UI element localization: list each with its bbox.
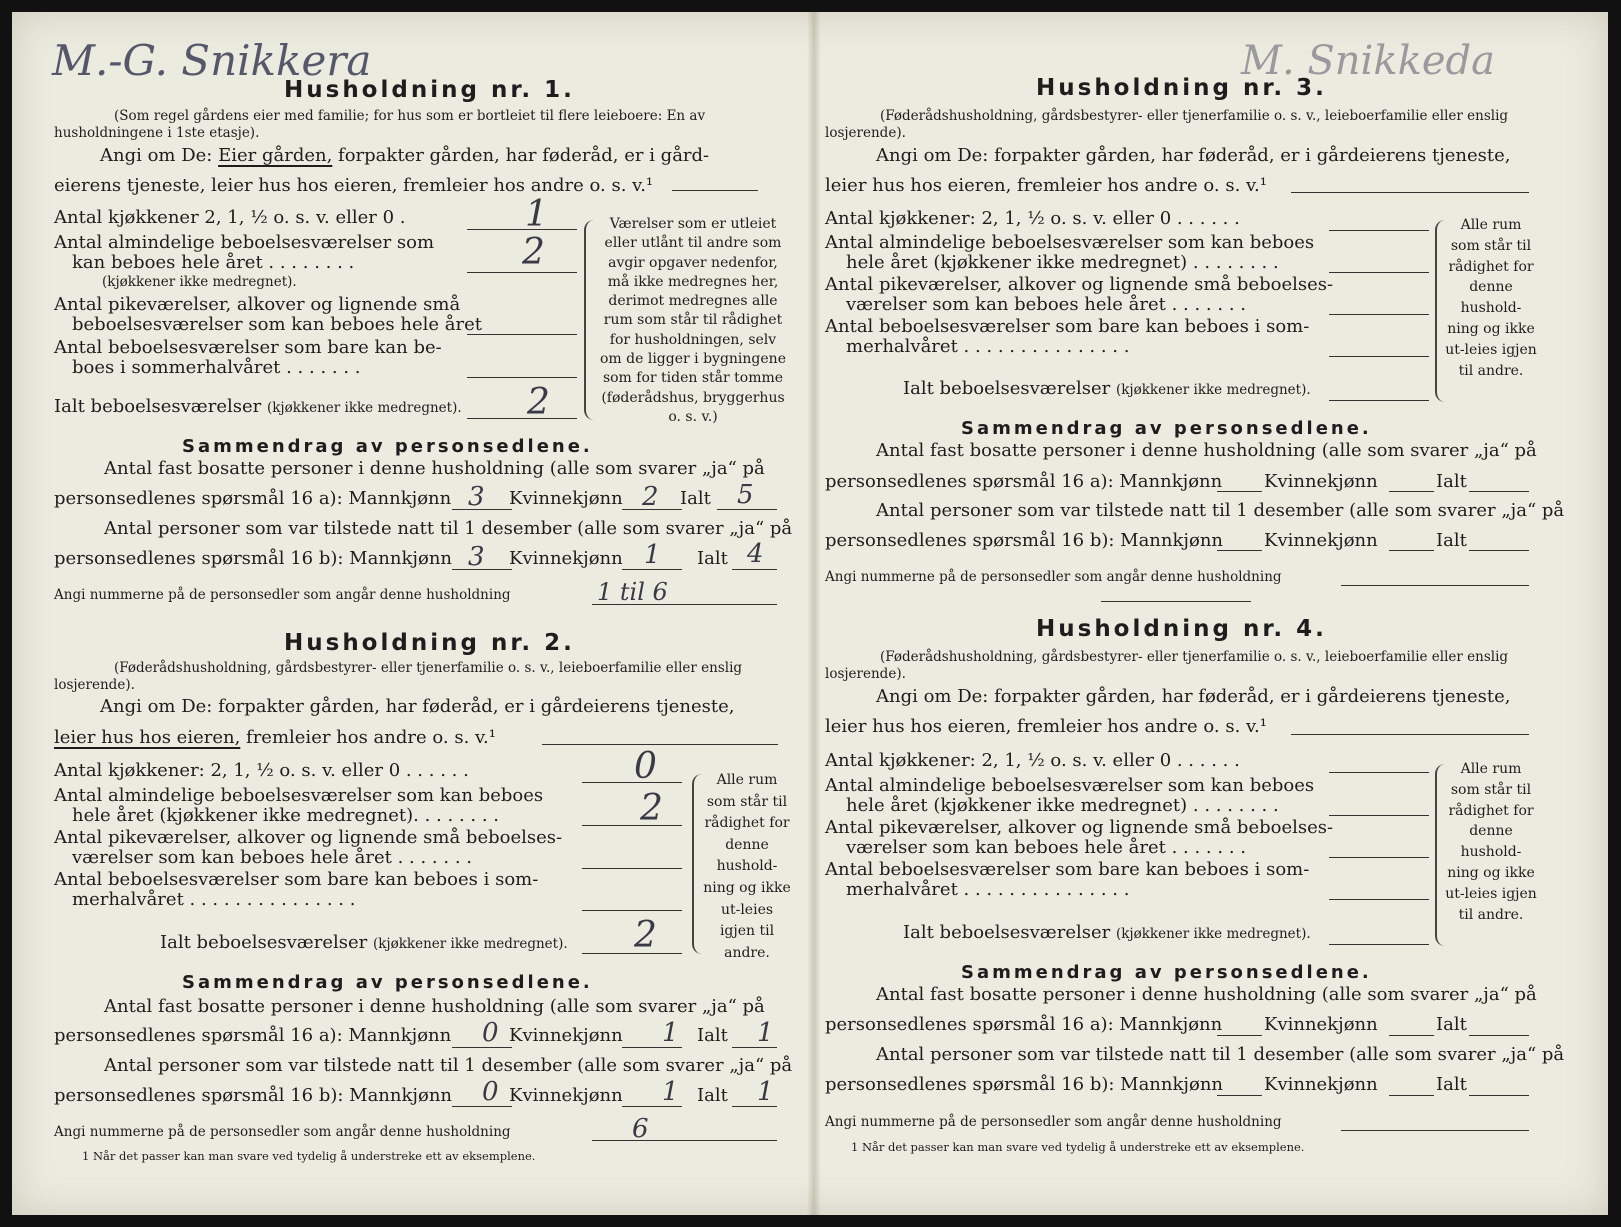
h1-ialt-a: Ialt xyxy=(680,488,711,509)
h1-title: Husholdning nr. 1. xyxy=(284,77,575,103)
h3-k16b-rule xyxy=(1389,550,1434,551)
h4-m16b-rule xyxy=(1217,1095,1262,1096)
h4-kjokken-rule xyxy=(1329,772,1429,773)
h3-note: (Føderådshusholdning, gårdsbestyrer- eller tjenerfamilie o. s. v., leieboerfamilie eller enslig losjerende). xyxy=(825,108,1509,141)
h1-i16b[interactable]: 4 xyxy=(747,539,764,569)
h3-alm-rule xyxy=(1329,272,1429,273)
h3-ialt-rule xyxy=(1329,400,1429,401)
h1-alm-2: kan beboes hele året . . . . . . . . xyxy=(72,252,355,273)
h4-i16a-rule xyxy=(1469,1035,1529,1036)
footnote-right xyxy=(851,1140,1304,1154)
h3-s2: personsedlenes spørsmål 16 a): Mannkjønn xyxy=(825,471,1223,492)
h3-alm-1: Antal almindelige beboelsesværelser som kan beboes xyxy=(825,232,1315,253)
h2-k16a[interactable]: 1 xyxy=(662,1018,679,1048)
h1-k16a[interactable]: 2 xyxy=(642,482,659,512)
h2-side-note: Alle rum som står til rådighet for denne hushold-ning og ikke ut-leies igjen til andre. xyxy=(703,772,791,961)
h1-angi-b: forpakter gården, har føderåd, er i gård- xyxy=(332,145,710,166)
h1-nummere: Angi nummerne på de personsedler som angår denne husholdning xyxy=(54,587,511,603)
h2-som-2: merhalvåret . . . . . . . . . . . . . . . xyxy=(72,889,356,910)
h2-alm-2: hele året (kjøkkener ikke medregnet). . . . . . . . xyxy=(72,805,499,826)
h1-i16b-rule xyxy=(732,569,777,570)
h1-ialt-note: (kjøkkener ikke medregnet). xyxy=(266,400,462,416)
h2-kjokken-rule xyxy=(582,782,682,783)
h1-m16a[interactable]: 3 xyxy=(468,482,485,512)
h4-ialt-text: Ialt beboelsesværelser xyxy=(903,922,1111,943)
h4-nummere: Angi nummerne på de personsedler som angår denne husholdning xyxy=(825,1114,1282,1130)
h3-s4: personsedlenes spørsmål 16 b): Mannkjønn xyxy=(825,530,1224,551)
h4-angi-1: Angi om De: forpakter gården, har føderåd, er i gårdeierens tjeneste, xyxy=(876,686,1511,707)
h4-som-2: merhalvåret . . . . . . . . . . . . . . . xyxy=(846,879,1130,900)
h1-s4: personsedlenes spørsmål 16 b): Mannkjønn xyxy=(54,548,453,569)
h2-i16b[interactable]: 1 xyxy=(757,1077,774,1107)
h2-nr-rule xyxy=(592,1140,777,1141)
h1-pike-rule xyxy=(467,334,577,335)
h2-k16b[interactable]: 1 xyxy=(662,1077,679,1107)
h1-s2: personsedlenes spørsmål 16 a): Mannkjønn xyxy=(54,488,452,509)
h4-ialt-note: (kjøkkener ikke medregnet). xyxy=(1115,926,1311,942)
h1-ialt-value[interactable]: 2 xyxy=(527,382,550,423)
h3-ialt-label xyxy=(903,378,1311,399)
h3-k16a-rule xyxy=(1389,491,1434,492)
h4-kvinne-b: Kvinnekjønn xyxy=(1264,1074,1378,1095)
section-divider xyxy=(1101,601,1251,602)
footnote-mark-right: 1 xyxy=(851,1140,859,1154)
h4-angi-2: leier hus hos eieren, fremleier hos andre o. s. v.¹ xyxy=(825,716,1267,737)
h2-angi-1: Angi om De: forpakter gården, har føderåd, er i gårdeierens tjeneste, xyxy=(100,696,735,717)
page-fold xyxy=(807,12,821,1215)
h2-ialt-text: Ialt beboelsesværelser xyxy=(160,932,368,953)
h4-i16b-rule xyxy=(1469,1095,1529,1096)
handwritten-header-left: M.-G. Snikkera xyxy=(52,36,372,85)
h1-ialt-b: Ialt xyxy=(697,548,728,569)
h2-title: Husholdning nr. 2. xyxy=(284,630,575,656)
h1-s3: Antal personer som var tilstede natt til 1 desember (alle som svarer „ja“ på xyxy=(104,518,793,539)
h1-note: (Som regel gårdens eier med familie; for hus som er bortleiet til flere leieboere: En av husholdningene i 1ste etasje). xyxy=(54,108,706,141)
h2-som-rule xyxy=(582,910,682,911)
h2-s1: Antal fast bosatte personer i denne husholdning (alle som svarer „ja“ på xyxy=(104,996,765,1017)
h4-pike-2: værelser som kan beboes hele året . . . . . . . xyxy=(846,837,1246,858)
h2-alm-1: Antal almindelige beboelsesværelser som kan beboes xyxy=(54,785,544,806)
h2-s3: Antal personer som var tilstede natt til 1 desember (alle som svarer „ja“ på xyxy=(104,1055,793,1076)
h3-alm-2: hele året (kjøkkener ikke medregnet) . . . . . . . . xyxy=(846,252,1279,273)
h1-i16a[interactable]: 5 xyxy=(737,480,754,510)
h1-summary-title: Sammendrag av personsedlene. xyxy=(182,436,593,457)
h3-nummere: Angi nummerne på de personsedler som angår denne husholdning xyxy=(825,569,1282,585)
h4-som-1: Antal beboelsesværelser som bare kan beboes i som- xyxy=(825,859,1310,880)
h2-alm-value[interactable]: 2 xyxy=(640,788,663,829)
h2-pike-1: Antal pikeværelser, alkover og lignende små beboelses- xyxy=(54,827,563,848)
h3-pike-2: værelser som kan beboes hele året . . . . . . . xyxy=(846,294,1246,315)
h2-kjokken-label: Antal kjøkkener: 2, 1, ½ o. s. v. eller 0 . . . . . . xyxy=(54,760,469,781)
h1-som-rule xyxy=(467,377,577,378)
h4-note: (Føderådshusholdning, gårdsbestyrer- eller tjenerfamilie o. s. v., leieboerfamilie eller enslig losjerende). xyxy=(825,649,1509,682)
h1-som-1: Antal beboelsesværelser som bare kan be- xyxy=(54,337,442,358)
h1-m16b[interactable]: 3 xyxy=(468,542,485,572)
h1-nr-value[interactable]: 1 til 6 xyxy=(597,578,668,606)
h3-kjokken-label: Antal kjøkkener: 2, 1, ½ o. s. v. eller 0 . . . . . . xyxy=(825,208,1240,229)
census-sheet xyxy=(12,12,1608,1215)
left-page xyxy=(12,12,808,1215)
h2-ialt-label xyxy=(160,932,568,953)
h4-title: Husholdning nr. 4. xyxy=(1036,616,1327,642)
h4-kjokken-label: Antal kjøkkener: 2, 1, ½ o. s. v. eller 0 . . . . . . xyxy=(825,750,1240,771)
h3-angi-2: leier hus hos eieren, fremleier hos andre o. s. v.¹ xyxy=(825,175,1267,196)
h3-ialt-b: Ialt xyxy=(1436,530,1467,551)
h2-som-1: Antal beboelsesværelser som bare kan beboes i som- xyxy=(54,869,539,890)
h4-summary-title: Sammendrag av personsedlene. xyxy=(961,962,1372,983)
h4-s1: Antal fast bosatte personer i denne husholdning (alle som svarer „ja“ på xyxy=(876,984,1537,1005)
h4-som-rule xyxy=(1329,899,1429,900)
h3-i16b-rule xyxy=(1469,550,1529,551)
h2-s2: personsedlenes spørsmål 16 a): Mannkjønn xyxy=(54,1025,452,1046)
h1-kvinne-b: Kvinnekjønn xyxy=(509,548,623,569)
h1-kjokken-value[interactable]: 1 xyxy=(525,194,548,235)
h4-alm-1: Antal almindelige beboelsesværelser som kan beboes xyxy=(825,775,1315,796)
h2-alm-rule xyxy=(582,825,682,826)
h4-ialt-b: Ialt xyxy=(1436,1074,1467,1095)
h2-nummere: Angi nummerne på de personsedler som angår denne husholdning xyxy=(54,1124,511,1140)
h4-k16b-rule xyxy=(1389,1095,1434,1096)
h3-ialt-a: Ialt xyxy=(1436,471,1467,492)
h2-kvinne-a: Kvinnekjønn xyxy=(509,1025,623,1046)
h3-kvinne-b: Kvinnekjønn xyxy=(1264,530,1378,551)
h1-side-note: Værelser som er utleiet eller utlånt til andre som avgir opgaver nedenfor, må ikke medregnes her, derimot medregnes alle rum som står til rådighet for husholdningen, selv om de ligger i bygningene som for tiden står tomme (føderådshus, bryggerhus o. s. v.) xyxy=(600,216,786,425)
h3-s1: Antal fast bosatte personer i denne husholdning (alle som svarer „ja“ på xyxy=(876,440,1537,461)
h1-pike-1: Antal pikeværelser, alkover og lignende små xyxy=(54,294,461,315)
h2-ialt-value[interactable]: 2 xyxy=(634,915,657,956)
h2-angi-2: fremleier hos andre o. s. v.¹ xyxy=(240,727,496,748)
h4-ialt-label xyxy=(903,922,1311,943)
h4-m16a-rule xyxy=(1217,1035,1262,1036)
h2-i16a[interactable]: 1 xyxy=(757,1018,774,1048)
h3-angi-rule xyxy=(1291,192,1529,193)
h2-m16a[interactable]: 0 xyxy=(482,1018,499,1048)
h3-summary-title: Sammendrag av personsedlene. xyxy=(961,418,1372,439)
h3-som-2: merhalvåret . . . . . . . . . . . . . . . xyxy=(846,336,1130,357)
h1-angi-line2: eierens tjeneste, leier hus hos eieren, fremleier hos andre o. s. v.¹ xyxy=(54,175,654,196)
h1-kjokken-rule xyxy=(467,229,577,230)
h2-ialt-rule xyxy=(582,953,682,954)
h4-ialt-a: Ialt xyxy=(1436,1014,1467,1035)
h1-ialt-text: Ialt beboelsesværelser xyxy=(54,396,262,417)
h4-pike-1: Antal pikeværelser, alkover og lignende små beboelses- xyxy=(825,817,1334,838)
h3-m16b-rule xyxy=(1217,550,1262,551)
h3-pike-rule xyxy=(1329,314,1429,315)
h2-angi-rule xyxy=(542,744,778,745)
footnote-text-left: Når det passer kan man svare ved tydelig å understreke ett av eksemplene. xyxy=(92,1149,536,1163)
h1-kvinne-a: Kvinnekjønn xyxy=(509,488,623,509)
h3-m16a-rule xyxy=(1217,491,1262,492)
h3-ialt-text: Ialt beboelsesværelser xyxy=(903,378,1111,399)
right-page xyxy=(821,12,1608,1215)
h4-s3: Antal personer som var tilstede natt til 1 desember (alle som svarer „ja“ på xyxy=(876,1044,1565,1065)
h1-angi-line1 xyxy=(100,145,709,166)
h4-ialt-rule xyxy=(1329,944,1429,945)
h3-side-note: Alle rum som står til rådighet for denne hushold-ning og ikke ut-leies igjen til andre. xyxy=(1445,217,1537,379)
h2-ialt-note: (kjøkkener ikke medregnet). xyxy=(372,936,568,952)
h4-nr-rule xyxy=(1341,1130,1529,1131)
footnote-text-right: Når det passer kan man svare ved tydelig å understreke ett av eksemplene. xyxy=(861,1140,1305,1154)
h3-ialt-note: (kjøkkener ikke medregnet). xyxy=(1115,382,1311,398)
h4-s2: personsedlenes spørsmål 16 a): Mannkjønn xyxy=(825,1014,1223,1035)
h2-pike-2: værelser som kan beboes hele året . . . . . . . xyxy=(72,847,472,868)
h1-som-2: boes i sommerhalvåret . . . . . . . xyxy=(72,357,361,378)
h2-s4: personsedlenes spørsmål 16 b): Mannkjønn xyxy=(54,1085,453,1106)
h1-angi-rule xyxy=(672,190,758,191)
footnote-mark-left: 1 xyxy=(82,1149,90,1163)
h2-m16b[interactable]: 0 xyxy=(482,1077,499,1107)
h4-kvinne-a: Kvinnekjønn xyxy=(1264,1014,1378,1035)
h3-som-1: Antal beboelsesværelser som bare kan beboes i som- xyxy=(825,316,1310,337)
h1-alm-3: (kjøkkener ikke medregnet). xyxy=(102,274,297,290)
h1-pike-2: beboelsesværelser som kan beboes hele året xyxy=(72,314,482,335)
h4-alm-2: hele året (kjøkkener ikke medregnet) . . . . . . . . xyxy=(846,795,1279,816)
h2-summary-title: Sammendrag av personsedlene. xyxy=(182,972,593,993)
h2-kvinne-b: Kvinnekjønn xyxy=(509,1085,623,1106)
h1-kjokken-label: Antal kjøkkener 2, 1, ½ o. s. v. eller 0 . xyxy=(54,207,406,228)
h1-answer-eier[interactable]: Eier gården, xyxy=(218,145,333,166)
h1-k16b[interactable]: 1 xyxy=(644,540,661,570)
h3-nr-rule xyxy=(1341,585,1529,586)
h3-angi-1: Angi om De: forpakter gården, har føderåd, er i gårdeierens tjeneste, xyxy=(876,145,1511,166)
h2-angi-line2 xyxy=(54,727,496,748)
h2-pike-rule xyxy=(582,868,682,869)
h1-ialt-label xyxy=(54,396,462,417)
h2-note: (Føderådshusholdning, gårdsbestyrer- eller tjenerfamilie o. s. v., leieboerfamilie eller enslig losjerende). xyxy=(54,660,743,693)
h1-s1: Antal fast bosatte personer i denne husholdning (alle som svarer „ja“ på xyxy=(104,458,765,479)
h1-alm-value[interactable]: 2 xyxy=(522,232,545,273)
h3-s3: Antal personer som var tilstede natt til 1 desember (alle som svarer „ja“ på xyxy=(876,500,1565,521)
h3-kjokken-rule xyxy=(1329,230,1429,231)
h4-pike-rule xyxy=(1329,857,1429,858)
h2-kjokken-value[interactable]: 0 xyxy=(634,746,657,787)
h2-nr-value[interactable]: 6 xyxy=(632,1114,649,1144)
h3-som-rule xyxy=(1329,356,1429,357)
footnote-left xyxy=(82,1149,535,1163)
h3-title: Husholdning nr. 3. xyxy=(1036,75,1327,101)
h1-ialt-rule xyxy=(467,418,577,419)
h1-brace xyxy=(584,220,598,420)
h4-side-note: Alle rum som står til rådighet for denne hushold-ning og ikke ut-leies igjen til andre. xyxy=(1445,761,1537,923)
h4-s4: personsedlenes spørsmål 16 b): Mannkjønn xyxy=(825,1074,1224,1095)
h3-kvinne-a: Kvinnekjønn xyxy=(1264,471,1378,492)
h1-angi-a: Angi om De: xyxy=(100,145,219,166)
handwritten-header-right: M. Snikkeda xyxy=(1241,38,1495,84)
h4-k16a-rule xyxy=(1389,1035,1434,1036)
h3-pike-1: Antal pikeværelser, alkover og lignende små beboelses- xyxy=(825,274,1334,295)
h4-angi-rule xyxy=(1291,734,1529,735)
h4-alm-rule xyxy=(1329,815,1429,816)
h2-answer-leier[interactable]: leier hus hos eieren, xyxy=(54,727,241,748)
h1-alm-1: Antal almindelige beboelsesværelser som xyxy=(54,232,435,253)
h2-ialt-b: Ialt xyxy=(697,1085,728,1106)
h3-i16a-rule xyxy=(1469,491,1529,492)
h2-ialt-a: Ialt xyxy=(697,1025,728,1046)
